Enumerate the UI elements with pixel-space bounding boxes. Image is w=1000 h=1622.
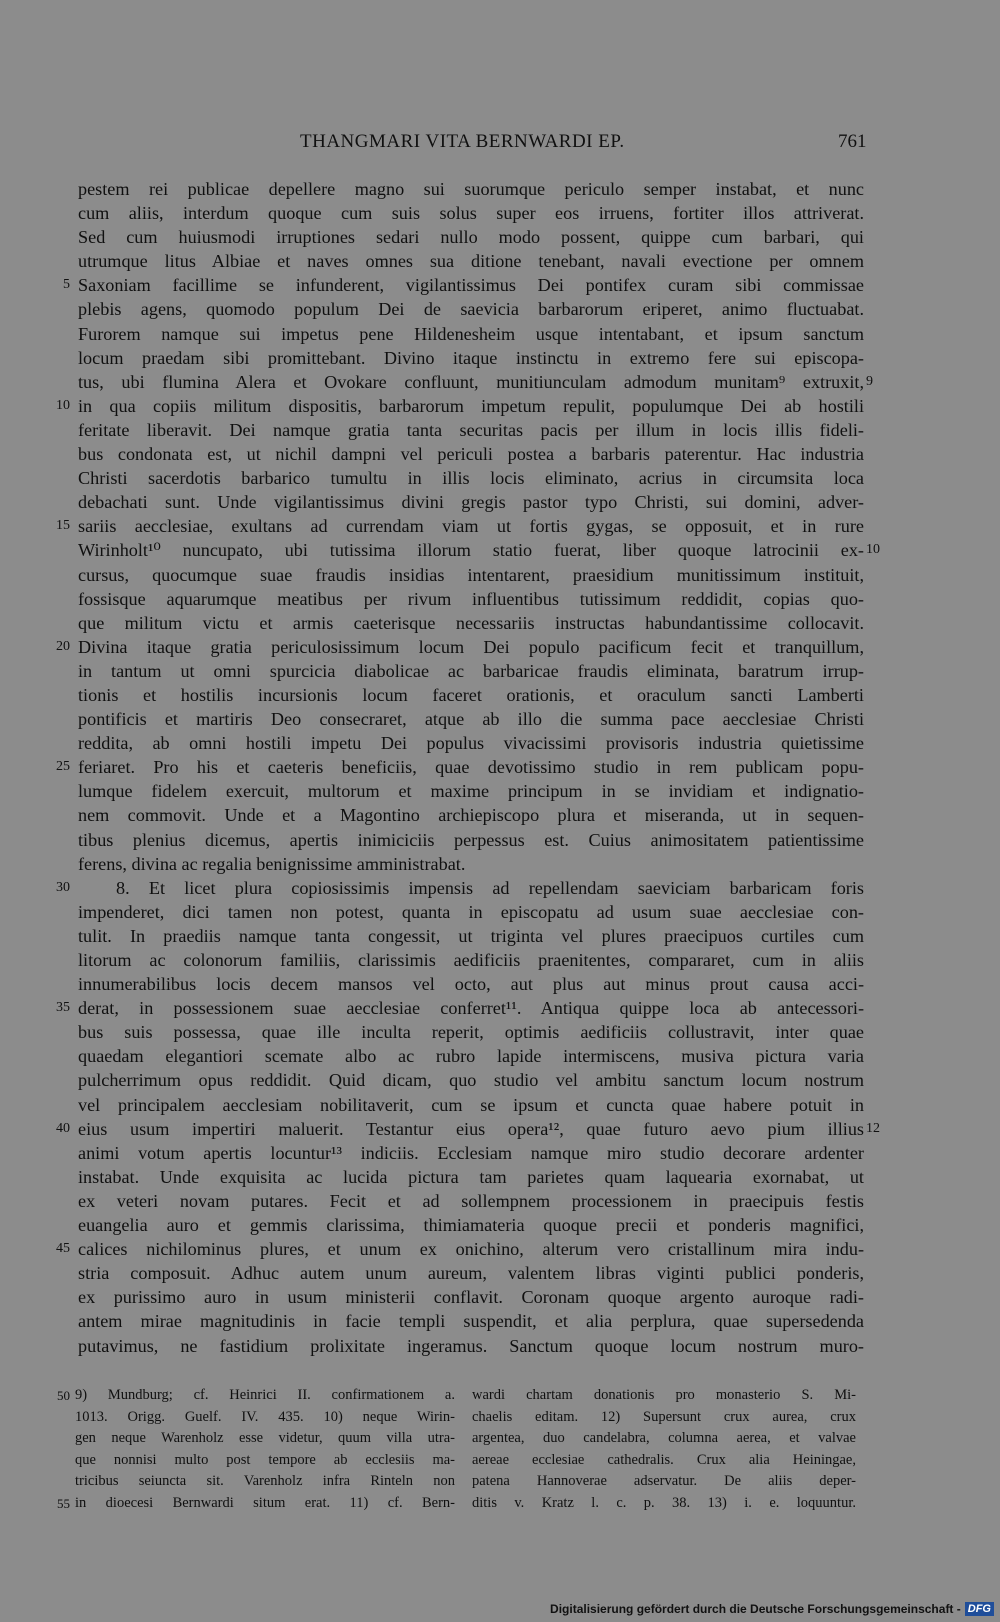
text-line bbox=[0, 611, 1000, 635]
line-text: litorum ac colonorum familiis, clarissimis aedificiis praenitentes, compararet, cum in aliis bbox=[78, 950, 864, 970]
margin-note-number: 9 bbox=[866, 373, 873, 389]
footnote-line bbox=[0, 1385, 1000, 1407]
line-text: eius usum impertiri maluerit. Testantur eius opera¹², quae futuro aevo pium illius bbox=[78, 1118, 864, 1139]
text-line bbox=[0, 683, 1000, 707]
footnote-right-column: aereae ecclesiae cathedralis. Crux alia Heiningae, bbox=[472, 1451, 856, 1468]
footnote-left-column: que nonnisi multo post tempore ab ecclesiis ma- bbox=[75, 1451, 455, 1468]
text-line bbox=[0, 1044, 1000, 1068]
line-text: Furorem namque sui impetus pene Hildenesheim usque intentabant, et ipsum sanctum bbox=[78, 323, 864, 344]
line-text: tibus plenius dicemus, apertis inimiciciis perpessus est. Cuius animositatem patientissime bbox=[78, 829, 864, 850]
line-text: tionis et hostilis incursionis locum faceret orationis, et oraculum sancti Lamberti bbox=[78, 684, 864, 705]
line-text: pestem rei publicae depellere magno sui suorumque periculo semper instabat, et nunc bbox=[78, 179, 864, 199]
line-text: tulit. In praediis namque tanta congessit, ut triginta vel plures praecipuos curtiles cum bbox=[78, 925, 864, 946]
funding-credit-text: Digitalisierung gefördert durch die Deutsche Forschungsgemeinschaft - bbox=[550, 1602, 961, 1616]
line-text: ferens, divina ac regalia benignissime amministrabat. bbox=[78, 853, 466, 874]
line-text: Wirinholt¹⁰ nuncupato, ubi tutissima illorum statio fuerat, liber quoque latrocinii ex- bbox=[78, 540, 864, 561]
text-line bbox=[0, 177, 1000, 201]
line-text: debachati sunt. Unde vigilantissimus divini gregis pastor typo Christi, sui domini, adver- bbox=[78, 492, 864, 513]
text-line bbox=[0, 273, 1000, 297]
line-text: Saxoniam facillime se infunderent, vigilantissimus Dei pontifex curam sibi commissae bbox=[78, 275, 864, 296]
line-text: feritate liberavit. Dei namque gratia tanta securitas pacis per illum in locis illis fideli- bbox=[78, 419, 864, 440]
text-line bbox=[0, 322, 1000, 346]
line-text: antem mirae magnitudinis in facie templi suspendit, et alia perplura, quae supersedenda bbox=[78, 1311, 864, 1332]
line-text: tus, ubi flumina Alera et Ovokare confluunt, munitiunculam admodum munitam⁹ extruxit, bbox=[78, 371, 864, 392]
line-text: Sed cum huiusmodi irruptiones sedari nullo modo possent, quippe cum barbari, qui bbox=[78, 227, 864, 248]
text-line bbox=[0, 996, 1000, 1020]
text-line bbox=[0, 225, 1000, 249]
text-line bbox=[0, 1237, 1000, 1261]
text-line bbox=[0, 779, 1000, 803]
text-line bbox=[0, 1165, 1000, 1189]
text-line bbox=[0, 1285, 1000, 1309]
footnote-left-column: 9) Mundburg; cf. Heinrici II. confirmationem a. bbox=[75, 1387, 455, 1403]
line-text: reddita, ab omni hostili impetu Dei populus vivacissimi provisoris industria quietissime bbox=[78, 733, 864, 754]
margin-note-number: 12 bbox=[866, 1120, 880, 1136]
text-line bbox=[0, 731, 1000, 755]
text-line bbox=[0, 948, 1000, 972]
funding-credit bbox=[550, 1600, 994, 1618]
text-line bbox=[0, 1189, 1000, 1213]
text-line bbox=[0, 1068, 1000, 1092]
footnote-line bbox=[0, 1450, 1000, 1472]
line-text: lumque fidelem exercuit, multorum et maxime principum in se invidiam et indignatio- bbox=[78, 781, 864, 802]
footnote-line bbox=[0, 1471, 1000, 1493]
footnote-left-column: in dioecesi Bernwardi situm erat. 11) cf. Bern- bbox=[75, 1494, 455, 1511]
text-line bbox=[0, 346, 1000, 370]
line-text: stria composuit. Adhuc autem unum aureum, valentem libras viginti publici ponderis, bbox=[78, 1263, 864, 1284]
line-text: euangelia auro et gemmis clarissima, thimiamateria quoque precii et ponderis magnifici, bbox=[78, 1215, 864, 1236]
page-number: 761 bbox=[838, 131, 867, 152]
line-text: vel principalem aecclesiam nobilitaverit, cum se ipsum et cuncta quae habere potuit in bbox=[78, 1094, 864, 1115]
line-text: ex veteri novam putares. Fecit et ad sollempnem processionem in praecipuis festis bbox=[78, 1190, 864, 1211]
dfg-logo: DFG bbox=[965, 1602, 994, 1616]
line-number: 5 bbox=[63, 277, 70, 293]
text-line bbox=[0, 1093, 1000, 1117]
footnote-left-column: gen neque Warenholz esse videtur, quum villa utra- bbox=[75, 1430, 455, 1446]
line-number: 35 bbox=[56, 1000, 70, 1016]
footnote-line bbox=[0, 1407, 1000, 1429]
footnote-line bbox=[0, 1428, 1000, 1450]
line-text: impenderet, dici tamen non potest, quanta in episcopatu ad usum suae aecclesiae con- bbox=[78, 901, 864, 922]
line-number: 45 bbox=[56, 1241, 70, 1257]
line-text: locum praedam sibi promittebant. Divino itaque instinctu in extremo fere sui episcopa- bbox=[78, 347, 864, 368]
text-line bbox=[0, 394, 1000, 418]
line-number: 50 bbox=[57, 1388, 70, 1403]
body-text bbox=[0, 177, 1000, 1358]
text-line bbox=[0, 297, 1000, 321]
line-number: 20 bbox=[56, 638, 70, 654]
text-line bbox=[0, 370, 1000, 394]
running-title: THANGMARI VITA BERNWARDI EP. bbox=[300, 131, 625, 152]
line-text: nem commovit. Unde et a Magontino archiepiscopo plura et miseranda, ut in sequen- bbox=[78, 805, 864, 826]
text-line bbox=[0, 876, 1000, 900]
text-line bbox=[0, 514, 1000, 538]
text-line bbox=[0, 659, 1000, 683]
text-line bbox=[0, 1309, 1000, 1333]
line-text: in qua copiis militum dispositis, barbarorum impetum repulit, populumque Dei ab hostili bbox=[78, 395, 864, 416]
footnotes bbox=[0, 1385, 1000, 1514]
line-number: 10 bbox=[56, 397, 70, 413]
line-number: 30 bbox=[56, 879, 70, 895]
text-line bbox=[0, 563, 1000, 587]
line-text: fossisque aquarumque meatibus per rivum influentibus tutissimum reddidit, copias quo- bbox=[78, 588, 864, 609]
text-line bbox=[0, 1261, 1000, 1285]
footnote-left-column: 1013. Origg. Guelf. IV. 435. 10) neque Wirin- bbox=[75, 1408, 455, 1425]
line-text: ex purissimo auro in usum ministerii conflavit. Coronam quoque argento auroque radi- bbox=[78, 1287, 864, 1308]
line-text: calices nichilominus plures, et unum ex onichino, alterum vero cristallinum mira indu- bbox=[78, 1239, 864, 1260]
text-line bbox=[0, 1334, 1000, 1358]
margin-note-number: 10 bbox=[866, 542, 880, 558]
line-text: feriaret. Pro his et caeteris beneficiis, quae devotissimo studio in rem publicam popu- bbox=[78, 757, 864, 778]
footnote-right-column: chaelis editam. 12) Supersunt crux aurea, crux bbox=[472, 1408, 856, 1425]
text-line bbox=[0, 852, 1000, 876]
footnote-right-column: patena Hannoverae adservatur. De aliis deper- bbox=[472, 1473, 856, 1489]
text-line bbox=[0, 466, 1000, 490]
line-number: 25 bbox=[56, 759, 70, 775]
footnote-right-column: ditis v. Kratz l. c. p. 38. 13) i. e. loquuntur. bbox=[472, 1494, 856, 1511]
text-line bbox=[0, 201, 1000, 225]
text-line bbox=[0, 1141, 1000, 1165]
text-line bbox=[0, 249, 1000, 273]
line-text: pulcherrimum opus reddidit. Quid dicam, quo studio vel ambitu sanctum locum nostrum bbox=[78, 1070, 864, 1091]
line-text: sariis aecclesiae, exultans ad currendam viam ut fortis gygas, se opposuit, et in rure bbox=[78, 516, 864, 537]
line-number: 15 bbox=[56, 518, 70, 534]
line-text: quaedam elegantiori scemate albo ac rubro lapide intermiscens, musiva pictura varia bbox=[78, 1046, 864, 1067]
line-text: pontificis et martiris Deo consecraret, atque ab illo die summa pace aecclesiae Christi bbox=[78, 709, 864, 730]
line-text: innumerabilibus locis decem mansos vel octo, aut plus aut minus prout causa acci- bbox=[78, 974, 864, 995]
text-line bbox=[0, 924, 1000, 948]
footnote-right-column: argentea, duo candelabra, columna aerea, et valvae bbox=[472, 1430, 856, 1446]
line-text: bus condonata est, ut nichil dampni vel periculi postea a barbaris paterentur. Hac industria bbox=[78, 444, 864, 465]
line-text: cum aliis, interdum quoque cum suis solus super eos irruens, fortiter illos attriverat. bbox=[78, 203, 864, 224]
text-line bbox=[0, 803, 1000, 827]
text-line bbox=[0, 490, 1000, 514]
text-line bbox=[0, 538, 1000, 562]
footnote-right-column: wardi chartam donationis pro monasterio S. Mi- bbox=[472, 1387, 856, 1403]
footnote-left-column: tricibus seiuncta sit. Varenholz infra Rinteln non bbox=[75, 1473, 455, 1489]
line-text: bus suis possessa, quae ille inculta reperit, optimis aedificiis collustravit, inter quae bbox=[78, 1022, 864, 1043]
line-text: 8. Et licet plura copiosissimis impensis ad repellendam saeviciam barbaricam foris bbox=[116, 877, 864, 898]
line-text: cursus, quocumque suae fraudis insidias intentarent, praesidium munitissimum instituit, bbox=[78, 564, 864, 585]
line-text: Divina itaque gratia periculosissimum locum Dei populo pacificum fecit et tranquillum, bbox=[78, 636, 864, 657]
text-line bbox=[0, 442, 1000, 466]
line-text: putavimus, ne fastidium prolixitate ingeramus. Sanctum quoque locum nostrum muro- bbox=[78, 1335, 864, 1356]
text-line bbox=[0, 972, 1000, 996]
text-line bbox=[0, 1213, 1000, 1237]
text-line bbox=[0, 707, 1000, 731]
line-text: Christi sacerdotis barbarico tumultu in illis locis eliminato, acrius in circumsita loca bbox=[78, 468, 864, 489]
footnote-line bbox=[0, 1493, 1000, 1515]
line-text: derat, in possessionem suae aecclesiae conferret¹¹. Antiqua quippe loca ab antecessori- bbox=[78, 998, 864, 1019]
text-line bbox=[0, 828, 1000, 852]
text-line bbox=[0, 1020, 1000, 1044]
line-number: 40 bbox=[56, 1120, 70, 1136]
line-text: in tantum ut omni spurcicia diabolicae ac barbaricae fraudis eliminata, baratrum irrup- bbox=[78, 660, 864, 681]
text-line bbox=[0, 587, 1000, 611]
line-text: animi votum apertis locuntur¹³ indiciis. Ecclesiam namque miro studio decorare ardenter bbox=[78, 1142, 864, 1163]
line-number: 55 bbox=[57, 1495, 70, 1511]
line-text: plebis agens, quomodo populum Dei de saevicia barbarorum eriperet, animo fluctuabat. bbox=[78, 299, 864, 320]
line-text: utrumque litus Albiae et naves omnes sua ditione tenebant, navali evectione per omnem bbox=[78, 251, 864, 272]
page-header bbox=[0, 131, 1000, 161]
line-text: que militum victu et armis caeterisque necessariis instructas habundantissime collocavit. bbox=[78, 612, 864, 633]
text-line bbox=[0, 418, 1000, 442]
text-line bbox=[0, 1117, 1000, 1141]
text-line bbox=[0, 900, 1000, 924]
line-text: instabat. Unde exquisita ac lucida pictura tam parietes quam laquearia exornabat, ut bbox=[78, 1166, 864, 1187]
text-line bbox=[0, 755, 1000, 779]
text-line bbox=[0, 635, 1000, 659]
